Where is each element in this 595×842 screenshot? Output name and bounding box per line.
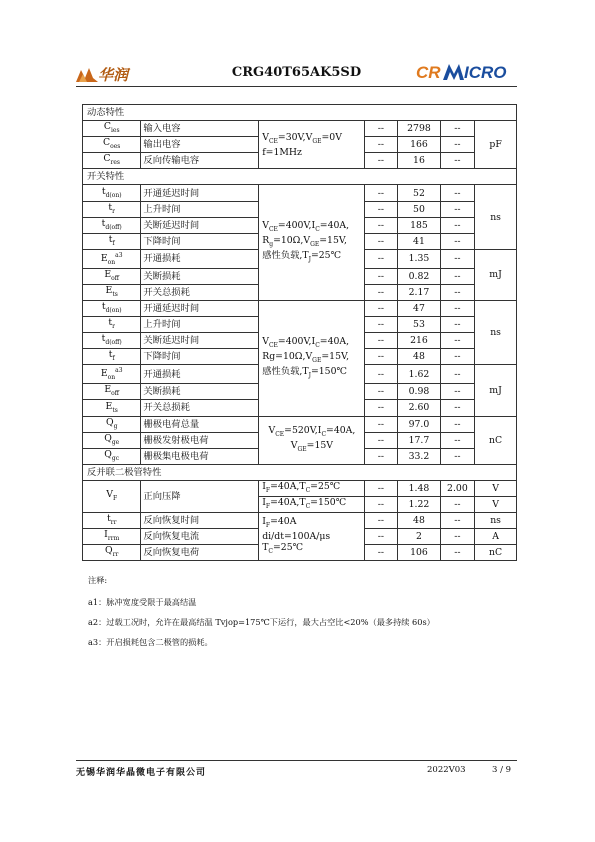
param-name: 开关总损耗 bbox=[141, 400, 259, 416]
max-value: -- bbox=[440, 284, 475, 300]
typ-value: 97.0 bbox=[398, 416, 440, 432]
param-name: 下降时间 bbox=[141, 349, 259, 365]
unit-cell: mJ bbox=[475, 365, 517, 416]
param-name: 反向恢复电荷 bbox=[141, 545, 259, 561]
max-value: -- bbox=[440, 137, 475, 153]
symbol-cell: $E_{on}^{a3}$ bbox=[83, 249, 141, 268]
unit-cell: pF bbox=[475, 121, 517, 169]
symbol-cell: $Q_{gc}$ bbox=[83, 448, 141, 464]
max-value: -- bbox=[440, 349, 475, 365]
max-value: -- bbox=[440, 529, 475, 545]
param-name: 反向传输电容 bbox=[141, 153, 259, 169]
symbol-cell: $t_r$ bbox=[83, 317, 141, 333]
symbol-cell: $t_f$ bbox=[83, 233, 141, 249]
typ-value: 166 bbox=[398, 137, 440, 153]
notes-title: 注释: bbox=[88, 575, 108, 585]
min-value: -- bbox=[364, 201, 398, 217]
min-value: -- bbox=[364, 268, 398, 284]
symbol-cell: $t_{rr}$ bbox=[83, 513, 141, 529]
table-row bbox=[83, 480, 517, 496]
param-name: 栅极发射极电荷 bbox=[141, 432, 259, 448]
min-value: -- bbox=[364, 416, 398, 432]
symbol-cell: $Q_{ge}$ bbox=[83, 432, 141, 448]
unit-cell: V bbox=[475, 480, 517, 496]
min-value: -- bbox=[364, 333, 398, 349]
note-a3: a3：开启损耗包含二极管的损耗。 bbox=[88, 637, 213, 647]
max-value: -- bbox=[440, 317, 475, 333]
max-value: -- bbox=[440, 300, 475, 316]
min-value: -- bbox=[364, 448, 398, 464]
condition-cell: $I_F=40A$ di/dt=100A/μs $T_C=25℃$ bbox=[259, 513, 364, 561]
svg-text:CR: CR bbox=[416, 63, 441, 82]
min-value: -- bbox=[364, 317, 398, 333]
typ-value: 2.60 bbox=[398, 400, 440, 416]
typ-value: 2798 bbox=[398, 121, 440, 137]
param-name: 正向压降 bbox=[141, 480, 259, 512]
max-value: -- bbox=[440, 217, 475, 233]
max-value: -- bbox=[440, 121, 475, 137]
table-row bbox=[83, 416, 517, 432]
min-value: -- bbox=[364, 185, 398, 201]
symbol-cell: $E_{on}^{a3}$ bbox=[83, 365, 141, 384]
symbol-cell: $t_{d(on)}$ bbox=[83, 300, 141, 316]
section-dynamic: 动态特性 bbox=[83, 105, 517, 121]
condition-cell: $V_{CE}=400V,I_C=40A$, $R_g=10\Omega,V_{GE}=15V$, 感性负载$,T_J=25℃$ bbox=[259, 185, 364, 301]
table-row bbox=[83, 513, 517, 529]
symbol-cell: $V_F$ bbox=[83, 480, 141, 512]
max-value: -- bbox=[440, 268, 475, 284]
table-row bbox=[83, 121, 517, 137]
max-value: -- bbox=[440, 153, 475, 169]
typ-value: 16 bbox=[398, 153, 440, 169]
condition-cell: $V_{CE}=400V,I_C=40A$, $Rg=10\Omega,V_{GE}=15V$, 感性负载$,T_J=150℃$ bbox=[259, 300, 364, 416]
max-value: -- bbox=[440, 496, 475, 512]
param-name: 上升时间 bbox=[141, 201, 259, 217]
typ-value: 1.48 bbox=[398, 480, 440, 496]
huarun-logo-text: 华润 bbox=[98, 66, 129, 84]
unit-cell: mJ bbox=[475, 249, 517, 300]
min-value: -- bbox=[364, 217, 398, 233]
param-name: 输入电容 bbox=[141, 121, 259, 137]
typ-value: 2 bbox=[398, 529, 440, 545]
section-row bbox=[83, 464, 517, 480]
typ-value: 1.35 bbox=[398, 249, 440, 268]
min-value: -- bbox=[364, 153, 398, 169]
symbol-cell: $t_{d(off)}$ bbox=[83, 217, 141, 233]
typ-value: 52 bbox=[398, 185, 440, 201]
section-row bbox=[83, 169, 517, 185]
min-value: -- bbox=[364, 384, 398, 400]
unit-cell: ns bbox=[475, 185, 517, 249]
min-value: -- bbox=[364, 545, 398, 561]
typ-value: 0.82 bbox=[398, 268, 440, 284]
param-name: 反向恢复时间 bbox=[141, 513, 259, 529]
param-name: 上升时间 bbox=[141, 317, 259, 333]
min-value: -- bbox=[364, 137, 398, 153]
param-name: 关断损耗 bbox=[141, 268, 259, 284]
unit-cell: nC bbox=[475, 545, 517, 561]
param-name: 开关总损耗 bbox=[141, 284, 259, 300]
header-rule bbox=[76, 86, 517, 87]
min-value: -- bbox=[364, 400, 398, 416]
note-a1: a1：脉冲宽度受限于最高结温 bbox=[88, 597, 197, 607]
symbol-cell: $t_f$ bbox=[83, 349, 141, 365]
max-value: -- bbox=[440, 448, 475, 464]
condition-cell: $V_{CE}=30V,V_{GE}=0V$ f=1MHz bbox=[259, 121, 364, 169]
typ-value: 216 bbox=[398, 333, 440, 349]
max-value: -- bbox=[440, 185, 475, 201]
symbol-cell: $E_{off}$ bbox=[83, 384, 141, 400]
param-name: 开通损耗 bbox=[141, 365, 259, 384]
max-value: -- bbox=[440, 249, 475, 268]
max-value: 2.00 bbox=[440, 480, 475, 496]
typ-value: 41 bbox=[398, 233, 440, 249]
min-value: -- bbox=[364, 480, 398, 496]
unit-cell: V bbox=[475, 496, 517, 512]
symbol-cell: $t_{d(off)}$ bbox=[83, 333, 141, 349]
typ-value: 1.22 bbox=[398, 496, 440, 512]
symbol-cell: $t_{d(on)}$ bbox=[83, 185, 141, 201]
typ-value: 106 bbox=[398, 545, 440, 561]
page-header bbox=[76, 58, 517, 86]
min-value: -- bbox=[364, 233, 398, 249]
symbol-cell: $C_{ies}$ bbox=[83, 121, 141, 137]
max-value: -- bbox=[440, 545, 475, 561]
max-value: -- bbox=[440, 384, 475, 400]
typ-value: 0.98 bbox=[398, 384, 440, 400]
min-value: -- bbox=[364, 284, 398, 300]
param-name: 开通损耗 bbox=[141, 249, 259, 268]
param-name: 关断延迟时间 bbox=[141, 333, 259, 349]
min-value: -- bbox=[364, 249, 398, 268]
symbol-cell: $I_{rrm}$ bbox=[83, 529, 141, 545]
param-name: 反向恢复电流 bbox=[141, 529, 259, 545]
param-name: 下降时间 bbox=[141, 233, 259, 249]
typ-value: 47 bbox=[398, 300, 440, 316]
min-value: -- bbox=[364, 513, 398, 529]
max-value: -- bbox=[440, 201, 475, 217]
table-row bbox=[83, 185, 517, 201]
param-name: 开通延迟时间 bbox=[141, 300, 259, 316]
unit-cell: nC bbox=[475, 416, 517, 464]
max-value: -- bbox=[440, 333, 475, 349]
min-value: -- bbox=[364, 496, 398, 512]
typ-value: 48 bbox=[398, 349, 440, 365]
typ-value: 50 bbox=[398, 201, 440, 217]
typ-value: 53 bbox=[398, 317, 440, 333]
param-name: 栅极电荷总量 bbox=[141, 416, 259, 432]
unit-cell: ns bbox=[475, 300, 517, 364]
condition-cell: $I_F=40A,T_C=150℃$ bbox=[259, 496, 364, 512]
symbol-cell: $E_{off}$ bbox=[83, 268, 141, 284]
note-a2: a2：过载工况时，允许在最高结温 Tvjop=175℃下运行，最大占空比<20%（最多持续 60s） bbox=[88, 617, 435, 627]
symbol-cell: $E_{ts}$ bbox=[83, 400, 141, 416]
part-number: CRG40T65AK5SD bbox=[231, 65, 362, 80]
param-name: 关断延迟时间 bbox=[141, 217, 259, 233]
symbol-cell: $t_r$ bbox=[83, 201, 141, 217]
document-version: 2022V03 bbox=[427, 765, 466, 775]
svg-text:ICRO: ICRO bbox=[464, 63, 507, 82]
typ-value: 48 bbox=[398, 513, 440, 529]
symbol-cell: $C_{res}$ bbox=[83, 153, 141, 169]
max-value: -- bbox=[440, 513, 475, 529]
typ-value: 185 bbox=[398, 217, 440, 233]
table-row bbox=[83, 300, 517, 316]
section-switching: 开关特性 bbox=[83, 169, 517, 185]
param-name: 关断损耗 bbox=[141, 384, 259, 400]
section-diode: 反并联二极管特性 bbox=[83, 464, 517, 480]
symbol-cell: $E_{ts}$ bbox=[83, 284, 141, 300]
max-value: -- bbox=[440, 233, 475, 249]
min-value: -- bbox=[364, 349, 398, 365]
page-number: 3 / 9 bbox=[492, 765, 512, 775]
typ-value: 33.2 bbox=[398, 448, 440, 464]
min-value: -- bbox=[364, 432, 398, 448]
footer-rule bbox=[76, 760, 517, 761]
company-name: 无锡华润华晶微电子有限公司 bbox=[76, 768, 207, 778]
condition-cell: $I_F=40A,T_C=25℃$ bbox=[259, 480, 364, 496]
max-value: -- bbox=[440, 416, 475, 432]
param-name: 输出电容 bbox=[141, 137, 259, 153]
symbol-cell: $Q_{rr}$ bbox=[83, 545, 141, 561]
max-value: -- bbox=[440, 400, 475, 416]
min-value: -- bbox=[364, 300, 398, 316]
min-value: -- bbox=[364, 529, 398, 545]
dynamic-characteristics-table bbox=[82, 104, 517, 561]
unit-cell: ns bbox=[475, 513, 517, 529]
condition-cell: $V_{CE}=520V,I_C=40A$, $V_{GE}=15V$ bbox=[259, 416, 364, 464]
max-value: -- bbox=[440, 432, 475, 448]
min-value: -- bbox=[364, 121, 398, 137]
param-name: 开通延迟时间 bbox=[141, 185, 259, 201]
min-value: -- bbox=[364, 365, 398, 384]
symbol-cell: $C_{oes}$ bbox=[83, 137, 141, 153]
param-name: 栅极集电极电荷 bbox=[141, 448, 259, 464]
symbol-cell: $Q_g$ bbox=[83, 416, 141, 432]
typ-value: 17.7 bbox=[398, 432, 440, 448]
typ-value: 1.62 bbox=[398, 365, 440, 384]
crmicro-logo-icon bbox=[416, 60, 511, 84]
max-value: -- bbox=[440, 365, 475, 384]
unit-cell: A bbox=[475, 529, 517, 545]
typ-value: 2.17 bbox=[398, 284, 440, 300]
section-row bbox=[83, 105, 517, 121]
